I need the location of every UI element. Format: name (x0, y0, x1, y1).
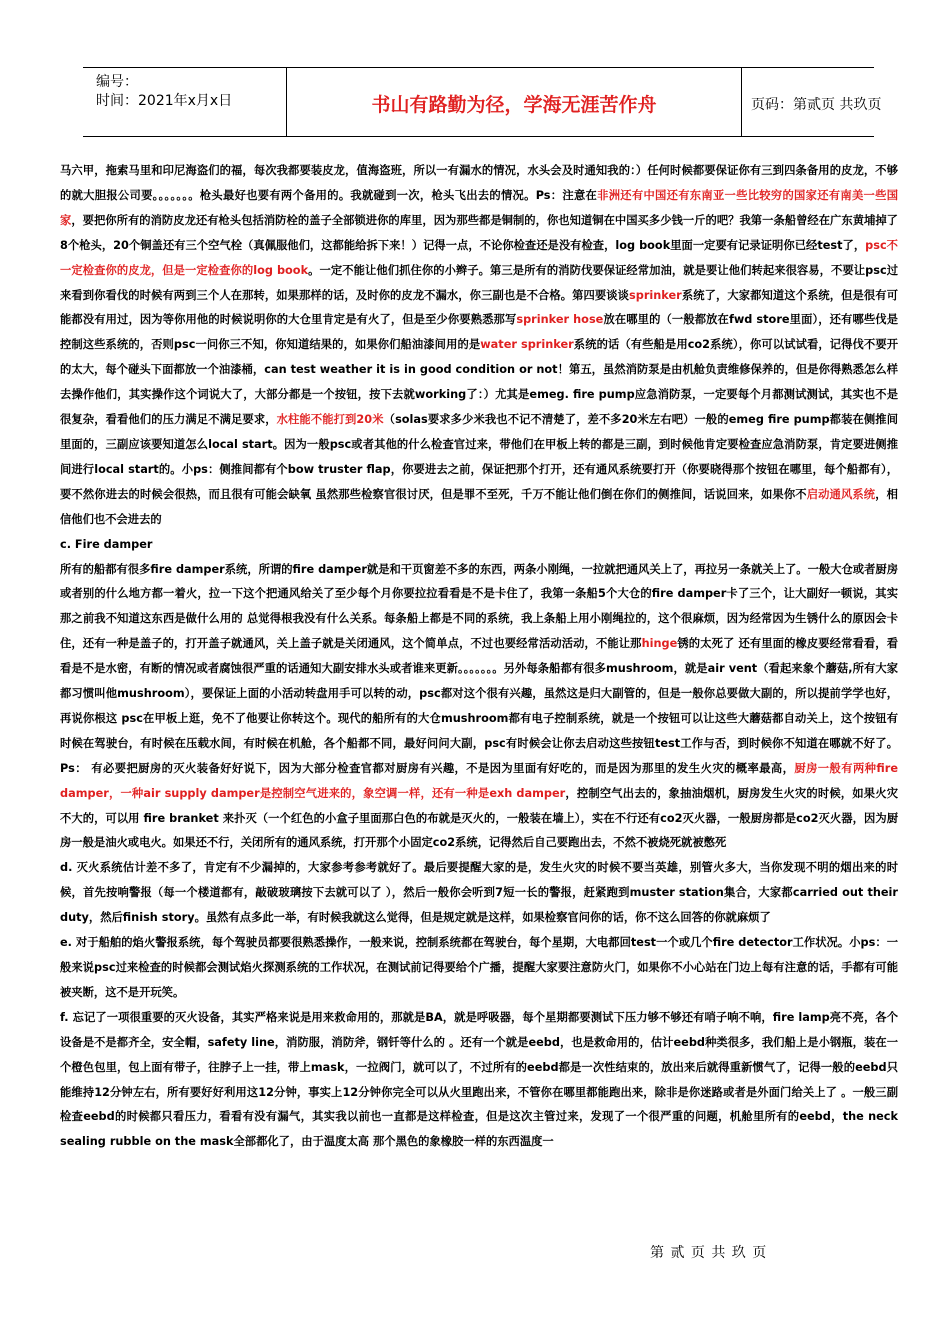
body-paragraph (60, 159, 898, 533)
document-number-label: 编号： (96, 74, 138, 90)
highlighted-text: 水柱能不能打到20米 (276, 413, 384, 427)
header-motto: 书山有路勤为径，学海无涯苦作舟 (371, 94, 657, 116)
header-page-number: 页码：第贰页 共玖页 (751, 97, 882, 113)
paragraph-text: 。一定不能让他们抓住你的小辫子。第三是所有的消防伐要保证经常加油，就是要让他们转起来很容易，不要让psc过来看到你看伐的时候有两到三个人在那转，如果那样的话，及时你的皮龙不漏水，你三副也是不合格。第四要谈谈 (60, 263, 899, 302)
header-meta-cell (83, 68, 286, 136)
header-motto-cell (286, 68, 742, 136)
paragraph-text: 马六甲，拖索马里和印尼海盗们的福，每次我都要装皮龙，值海盗班，所以一有漏水的情况，水头会及时通知我的：）任何时候都要保证你有三到四条备用的皮龙，不够的就大胆报公司要。。。。。。。枪头最好也要有两个备用的。我就碰到一次，枪头飞出去的情况。Ps：注意在 (60, 164, 898, 202)
paragraph-text: ，要把你所有的消防皮龙还有枪头包括消防栓的盖子全部锁进你的库里，因为那些都是铜制的，你也知道铜在中国买多少钱一斤的吧？我第一条船曾经在广东黄埔掉了8个枪头，20个铜盖还有三个空气栓（真佩服他们，这都能给拆下来！）记得一点，不论你检查还是没有检查，log book里面一定要有记录证明你已经test了， (60, 213, 898, 252)
paragraph-text: 放在哪里的（一般都放在fwd store里面），还有哪些伐是控制这些系统的，否则psc一问你三不知，你知道结果的，如果你们船油漆间用的是 (60, 313, 898, 352)
paragraph-text: d. 灭火系统估计差不多了，肯定有不少漏掉的，大家参考参考就好了。最后要提醒大家的是，发生火灾的时候不要当英雄，别管火多大，当你发现不明的烟出来的时候，首先按响警报（每一个楼道都有，敲破玻璃按下去就可以了 ），然后一般你会听到7短一长的警报，赶紧跑到muster station集合，大家都carried out their duty，然后finish story。虽然有点多此一举，有时候我就这么觉得，但是规定就是这样，如果检察官问你的话，你不这么回答的你就麻烦了 (60, 861, 898, 925)
body-paragraph (60, 931, 898, 1006)
paragraph-text: e. 对于船舶的焰火警报系统，每个驾驶员都要很熟悉操作，一般来说，控制系统都在驾驶台，每个星期，大电都回test一个或几个fire detector工作状况。小ps：一般来说psc过来检查的时候都会测试焰火探测系统的工作状况，在测试前记得要给个广播，提醒大家要注意防火门，如果你不小心站在门边上每有注意的话，手都有可能被夹断，这不是开玩笑。 (60, 936, 898, 999)
body-paragraph (60, 558, 898, 857)
body-paragraph (60, 1006, 898, 1155)
section-heading: c. Fire damper (60, 537, 153, 551)
paragraph-text: ，相信他们也不会进去的 (60, 487, 898, 526)
paragraph-text: 系统的话（有些船是用co2系统），你可以试试看，记得伐不要开的太大，每个碰头下面都放一个油漆桶，can test weather it is in good condition or not！第五，虽然消防泵是由机舱负责维修保养的，但是你得熟悉怎么样去操作他们，其实操作这个词说大了，大部分都是一个按钮，按下去就working了：）尤其是emeg. fire pump应急消防泵，一定要每个月都测试测试，其实也不是很复杂，看看他们的压力满足不满足要求， (60, 338, 899, 427)
page-footer: 第 贰 页 共 玖 页 (650, 1245, 768, 1261)
header-page-cell (741, 68, 882, 136)
highlighted-text: 非洲还有中国还有东南亚一些比较穷的国家还有南美一些国家 (60, 188, 898, 227)
highlighted-text: sprinker (629, 288, 682, 302)
highlighted-text: hinge (641, 637, 678, 651)
highlighted-text: psc不一定检查你的皮龙，但是一定检查你的log book (60, 238, 898, 277)
paragraph-text: 锈的太死了 还有里面的橡皮要经常看看，看看是不是水密，有断的情况或者腐蚀很严重的话通知大副安排水头或者谁来更新。。。。。。。另外每条船都有很多mushroom，就是air vent（看起来象个蘑菇,所有大家都习惯叫他mushroom），要保证上面的小活动转盘用手可以转的动，psc都对这个很有兴趣，虽然这是归大副管的，但是一般你总要做大副的，所以提前学学也好，再说你根这 psc在甲板上逛，免不了他要让你转这个。现代的船所有的大仓mushroom都有电子控制系统，就是一个按钮可以让这些大蘑菇都自动关上，这个按钮有时候在驾驶台，有时候在压载水间，有时候在机舱，各个船都不同，最好问问大副，psc有时候会让你去启动这些按钮test工作与否，到时候你不知道在哪就不好了。Ps： 有必要把厨房的灭火装备好好说下，因为大部分检查官都对厨房有兴趣，不是因为里面有好吃的，而是因为那里的发生火灾的概率最高， (60, 637, 898, 775)
highlighted-text: sprinker hose (516, 313, 604, 327)
highlighted-text: 启动通风系统 (806, 487, 876, 501)
document-body (60, 159, 898, 1155)
paragraph-text: 系统了，大家都知道这个系统，但是很有可能都没有用过，因为等你用他的时候说明你的大仓里肯定是有火了，但是至少你要熟悉那写 (60, 288, 898, 327)
paragraph-text: f. 忘记了一项很重要的灭火设备，其实严格来说是用来救命用的，那就是BA，就是呼吸器，每个星期都要测试下压力够不够还有哨子响不响，fire lamp亮不亮，各个设备是不是都齐全，安全帽，safety line，消防服，消防斧，钢钎等什么的 。还有一个就是eebd，也是救命用的，估计eebd种类很多，我们船上是小钢瓶，装在一个橙色包里，包上面有带子，往脖子上一挂，带上mask，一拉阀门，就可以了，不过所有的eebd都是一次性结束的，放出来后就得重新惯气了，记得一般的eebd只能维持12分钟左右，所有要好好利用这12分钟，事实上12分钟你完全可以从火里跑出来，不管你在哪里都能跑出来，除非是你迷路或者是外面门给关上了 。一般三副检查eebd的时候都只看压力，看看有没有漏气，其实我以前也一直都是这样检查，但是这次主管过来，发现了一个很严重的问题，机舱里所有的eebd，the neck sealing rubble on the mask全部都化了，由于温度太高 那个黑色的象橡胶一样的东西温度一 (60, 1010, 898, 1149)
highlighted-text: 厨房一般有两种fire damper，一种air supply damper是控制空气进来的，象空调一样，还有一种是exh damper (60, 761, 899, 800)
document-time-label: 时间：2021年x月x日 (96, 93, 233, 109)
paragraph-text: ，控制空气出去的，象抽油烟机，厨房发生火灾的时候，如果火灾不大的，可以用 fire branket 来扑灭（一个红色的小盒子里面那白色的布就是灭火的，一般装在墙上），实在不行还有co2灭火器，一般厨房都是co2灭火器，因为厨房一般是油火或电火。如果还不行，关闭所有的通风系统，打开那个小固定co2系统，记得然后自己要跑出去，不然不被烧死就被憋死 (60, 786, 898, 850)
highlighted-text: water sprinker (480, 338, 574, 352)
paragraph-text: 所有的船都有很多fire damper系统，所谓的fire damper就是和干页窗差不多的东西，两条小刚绳，一拉就把通风关上了，再拉另一条就关上了。一般大仓或者厨房或者别的什么地方都一着火，拉一下这个把通风给关了至少每个月你要拉拉看看是不是卡住了，我第一条船5个大仓的fire damper卡了三个，让大副好一顿说，其实那之前我不知道这东西是做什么用的 总觉得根我没有什么关系。每条船上都是不同的系统，我上条船上用小刚绳拉的，这个很麻烦，因为经常因为生锈什么的原因会卡住，还有一种是盖子的，打开盖子就通风，关上盖子就是关闭通风，这个简单点，不过也要经常活动活动，不能让那 (60, 562, 898, 651)
paragraph-text: （solas要求多少米我也不记不清楚了，差不多20米左右吧）一般的emeg fire pump都装在侧推间里面的，三副应该要知道怎么local start。因为一般psc或者其他的什么检查官过来，带他们在甲板上转的都是三副，到时候他肯定要检查应急消防泵，肯定要进侧推间进行local start的。小ps：侧推间都有个bow truster flap，你要进去之前，保证把那个打开，还有通风系统要打开（你要晓得那个按钮在哪里，每个船都有），要不然你进去的时候会很热，而且很有可能会缺氧 虽然那些检察官很讨厌，但是罪不至死，千万不能让他们倒在你们的侧推间，话说回来，如果你不 (60, 413, 898, 501)
header-table (83, 67, 882, 137)
body-paragraph (60, 856, 898, 931)
